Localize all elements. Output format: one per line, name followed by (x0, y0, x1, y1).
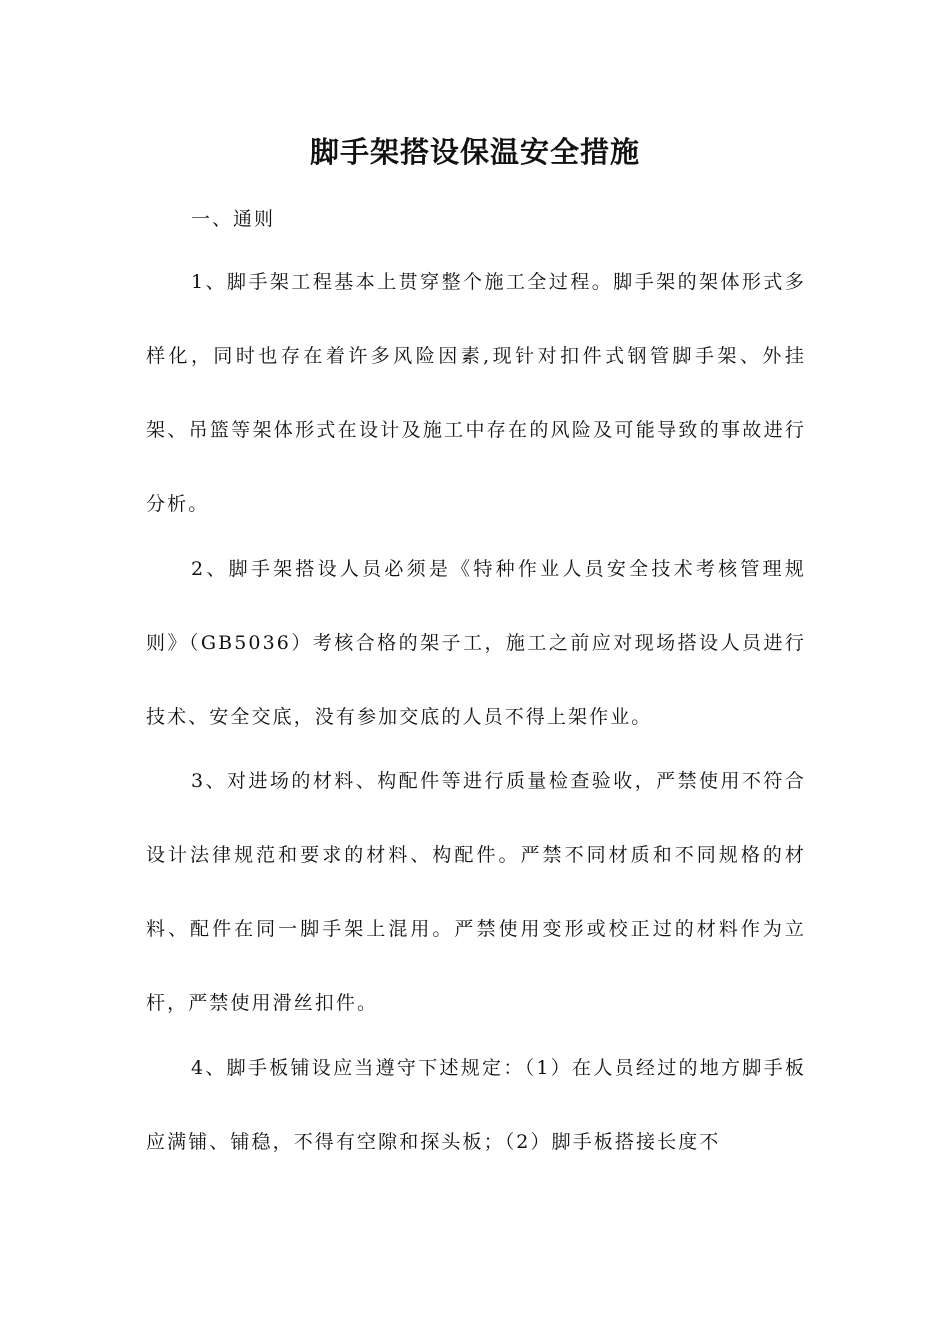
document-title: 脚手架搭设保温安全措施 (309, 135, 640, 169)
paragraph-4: 4、脚手板铺设应当遵守下述规定：（1）在人员经过的地方脚手板应满铺、铺稳，不得有空隙和探头板；（2）脚手板搭接长度不 (146, 1057, 806, 1153)
paragraph-2: 2、脚手架搭设人员必须是《特种作业人员安全技术考核管理规则》（GB5036）考核合格的架子工，施工之前应对现场搭设人员进行技术、安全交底，没有参加交底的人员不得上架作业。 (146, 558, 806, 728)
paragraph-3: 3、对进场的材料、构配件等进行质量检查验收，严禁使用不符合设计法律规范和要求的材料、构配件。严禁不同材质和不同规格的材料、配件在同一脚手架上混用。严禁使用变形或校正过的材料作为立杆，严禁使用滑丝扣件。 (146, 770, 806, 1014)
paragraph-1: 1、脚手架工程基本上贯穿整个施工全过程。脚手架的架体形式多样化，同时也存在着许多风险因素,现针对扣件式钢管脚手架、外挂架、吊篮等架体形式在设计及施工中存在的风险及可能导致的事故进行分析。 (146, 271, 806, 515)
section-heading: 一、通则 (191, 208, 276, 230)
